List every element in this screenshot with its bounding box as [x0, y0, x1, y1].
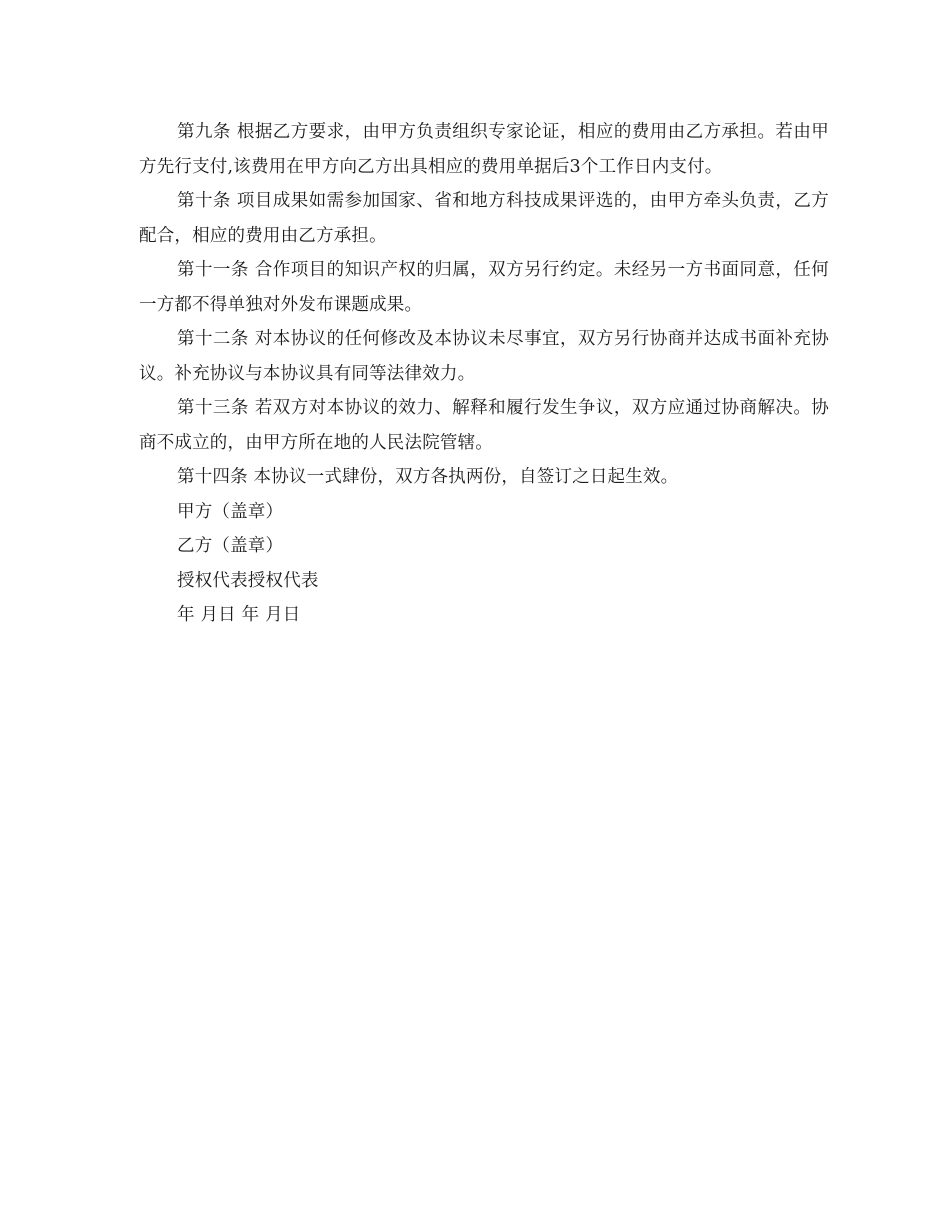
signing-dates: 年 月日 年 月日	[177, 605, 301, 625]
document-body	[139, 115, 829, 633]
article-13: 第十三条 若双方对本协议的效力、解释和履行发生争议，双方应通过协商解决。协商不成立的，由甲方所在地的人民法院管辖。	[139, 398, 829, 453]
article-14: 第十四条 本协议一式肆份，双方各执两份，自签订之日起生效。	[177, 467, 679, 487]
article-10: 第十条 项目成果如需参加国家、省和地方科技成果评选的，由甲方牵头负责，乙方配合，相应的费用由乙方承担。	[139, 191, 829, 246]
article-9: 第九条 根据乙方要求，由甲方负责组织专家论证，相应的费用由乙方承担。若由甲方先行支付,该费用在甲方向乙方出具相应的费用单据后3个工作日内支付。	[139, 122, 829, 177]
authorized-representatives: 授权代表授权代表	[177, 570, 319, 591]
article-12: 第十二条 对本协议的任何修改及本协议未尽事宜，双方另行协商并达成书面补充协议。补充协议与本协议具有同等法律效力。	[139, 329, 829, 384]
article-11: 第十一条 合作项目的知识产权的归属，双方另行约定。未经另一方书面同意，任何一方都不得单独对外发布课题成果。	[139, 260, 829, 315]
party-b-seal: 乙方（盖章）	[177, 536, 284, 556]
party-a-seal: 甲方（盖章）	[177, 501, 284, 522]
